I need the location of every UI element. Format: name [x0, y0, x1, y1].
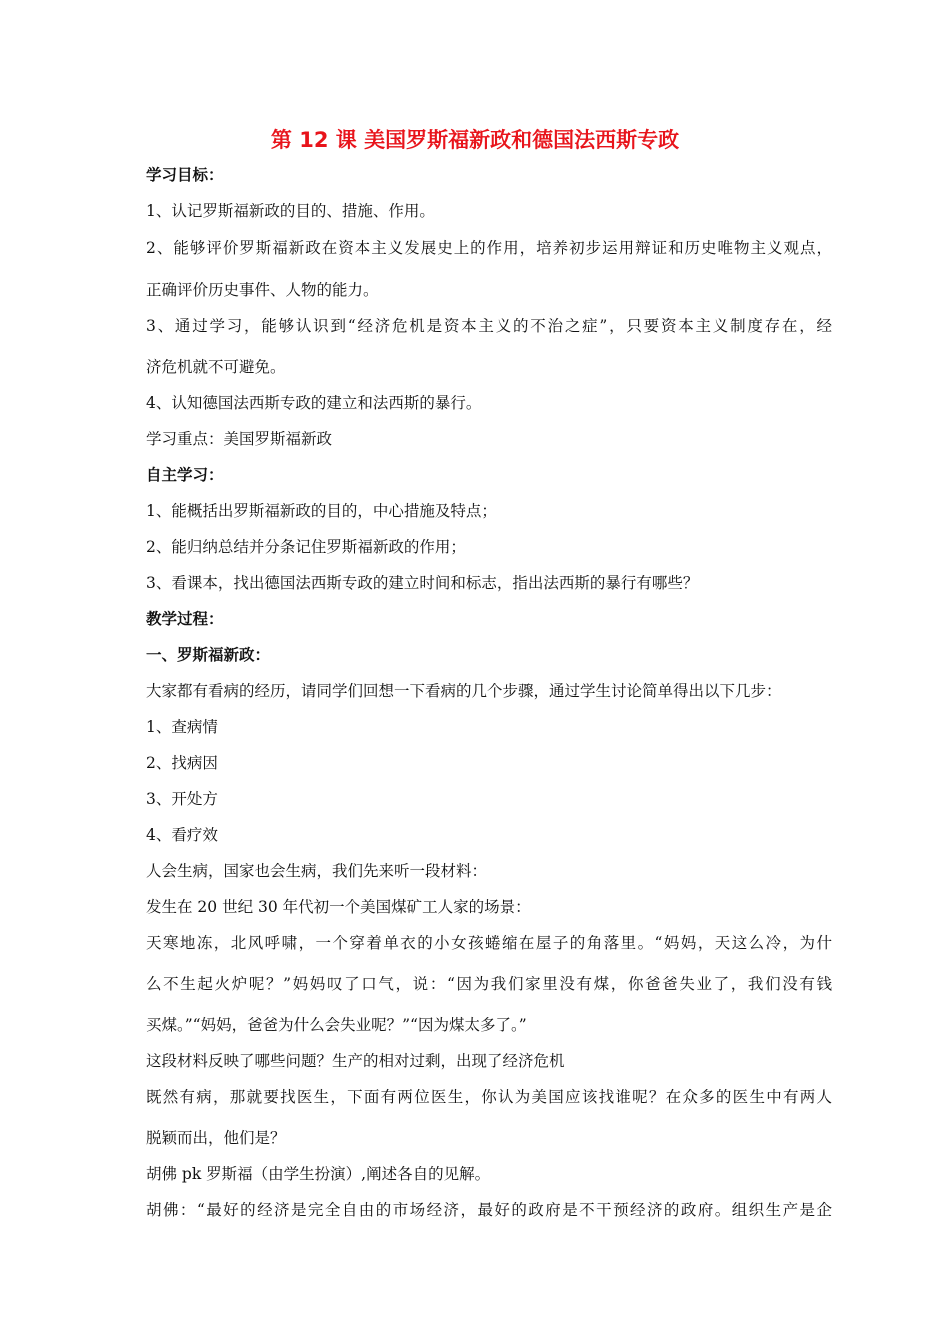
goal-3-line-2: 济危机就不可避免。	[146, 358, 286, 376]
self-study-3: 3、看课本，找出德国法西斯专政的建立时间和标志，指出法西斯的暴行有哪些？	[146, 574, 699, 592]
goal-2-line-1: 2、能够评价罗斯福新政在资本主义发展史上的作用，培养初步运用辩证和历史唯物主义观点，	[146, 239, 832, 257]
step-2: 2、找病因	[146, 754, 218, 772]
doctor-line-2: 脱颖而出，他们是？	[146, 1129, 286, 1147]
hoover-paragraph: 胡佛：“最好的经济是完全自由的市场经济，最好的政府是不干预经济的政府。组织生产是企	[146, 1201, 832, 1219]
story-line-2: 么不生起火炉呢？”妈妈叹了口气，说：“因为我们家里没有煤，你爸爸失业了，我们没有钱	[146, 975, 832, 993]
story-line-1: 天寒地冻，北风呼啸，一个穿着单衣的小女孩蜷缩在屋子的角落里。“妈妈，天这么冷，为什	[146, 934, 832, 952]
goal-2-line-2: 正确评价历史事件、人物的能力。	[146, 281, 379, 299]
process-heading: 教学过程：	[146, 610, 224, 628]
self-study-heading: 自主学习：	[146, 466, 224, 484]
key-point: 学习重点：美国罗斯福新政	[146, 430, 333, 448]
intro-paragraph: 大家都有看病的经历，请同学们回想一下看病的几个步骤，通过学生讨论简单得出以下几步：	[146, 682, 782, 700]
pk-paragraph: 胡佛 pk 罗斯福（由学生扮演）,阐述各自的见解。	[146, 1165, 491, 1183]
section-1-heading: 一、罗斯福新政：	[146, 646, 271, 664]
reflect-paragraph: 这段材料反映了哪些问题？生产的相对过剩，出现了经济危机	[146, 1052, 565, 1070]
goal-4: 4、认知德国法西斯专政的建立和法西斯的暴行。	[146, 394, 482, 412]
sick-paragraph: 人会生病，国家也会生病，我们先来听一段材料：	[146, 862, 488, 880]
goals-heading: 学习目标：	[146, 166, 224, 184]
story-line-3: 买煤。”“妈妈，爸爸为什么会失业呢？”“因为煤太多了。”	[146, 1016, 527, 1034]
scene-paragraph: 发生在 20 世纪 30 年代初一个美国煤矿工人家的场景：	[146, 898, 531, 916]
goal-3-line-1: 3、通过学习，能够认识到“经济危机是资本主义的不治之症”，只要资本主义制度存在，经	[146, 317, 832, 335]
doctor-line-1: 既然有病，那就要找医生，下面有两位医生，你认为美国应该找谁呢？在众多的医生中有两人	[146, 1088, 832, 1106]
step-4: 4、看疗效	[146, 826, 218, 844]
self-study-1: 1、能概括出罗斯福新政的目的，中心措施及特点；	[146, 502, 497, 520]
self-study-2: 2、能归纳总结并分条记住罗斯福新政的作用；	[146, 538, 466, 556]
page-title: 第 12 课 美国罗斯福新政和德国法西斯专政	[270, 128, 680, 152]
step-3: 3、开处方	[146, 790, 218, 808]
goal-1: 1、认记罗斯福新政的目的、措施、作用。	[146, 202, 435, 220]
step-1: 1、查病情	[146, 718, 218, 736]
